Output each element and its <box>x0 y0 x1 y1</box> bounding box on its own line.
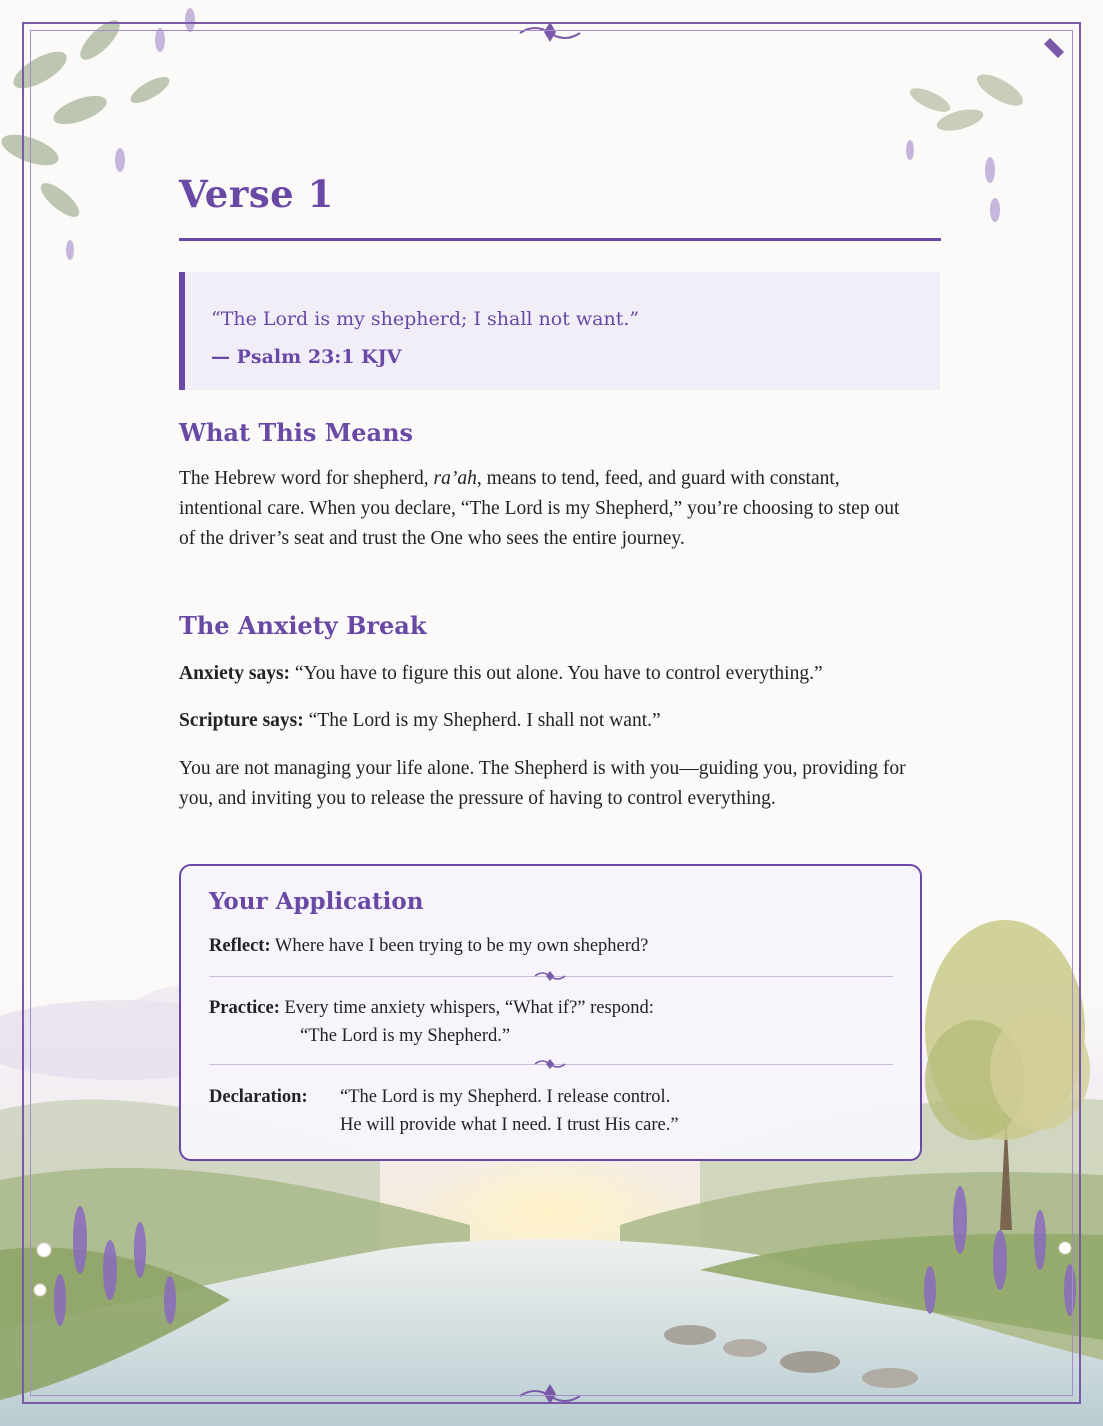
scripture-says-line <box>179 706 949 736</box>
practice-line-2: “The Lord is my Shepherd.” <box>300 1026 511 1046</box>
declaration-line-1: “The Lord is my Shepherd. I release control. <box>340 1087 671 1107</box>
practice-line-1: Every time anxiety whispers, “What if?” respond: <box>284 998 654 1018</box>
title-divider <box>179 238 941 241</box>
practice-label: Practice: <box>209 998 280 1018</box>
reflect-text: Where have I been trying to be my own shepherd? <box>274 936 649 956</box>
anxiety-says-line <box>179 659 949 689</box>
meaning-intro: The Hebrew word for shepherd, <box>179 468 434 489</box>
ornament-icon <box>533 970 567 982</box>
reflect-label: Reflect: <box>209 936 271 956</box>
declaration-label-text: Declaration: <box>209 1087 308 1107</box>
verse-title: Verse 1 <box>179 172 334 216</box>
scripture-label: Scripture says: <box>179 710 304 731</box>
declaration-label <box>209 1083 308 1111</box>
meaning-body: , means to tend, feed, and guard with constant, intentional care. When you declare, “The Lord is my Shepherd,” you’re choosing to step out of the driver’s seat and trust the One who sees the entire journey. <box>179 468 900 549</box>
meaning-paragraph <box>179 464 919 554</box>
anxiety-label: Anxiety says: <box>179 663 291 684</box>
application-heading: Your Application <box>209 888 424 915</box>
ornament-icon <box>533 1058 567 1070</box>
hebrew-word: ra’ah <box>433 468 477 489</box>
meaning-heading: What This Means <box>179 418 414 447</box>
reflect-row <box>209 932 648 960</box>
declaration-line-2: He will provide what I need. I trust His care.” <box>340 1115 679 1135</box>
practice-row <box>209 994 654 1022</box>
closing-paragraph: You are not managing your life alone. The Shepherd is with you—guiding you, providing for you, and inviting you to release the pressure of having to control everything. <box>179 758 906 809</box>
anxiety-text: “You have to figure this out alone. You have to control everything.” <box>290 663 823 684</box>
anxiety-break-heading: The Anxiety Break <box>179 611 427 640</box>
scripture-quote-box <box>179 272 940 390</box>
scripture-text: “The Lord is my Shepherd. I shall not want.” <box>303 710 661 731</box>
application-box <box>179 864 922 1161</box>
scripture-quote: “The Lord is my shepherd; I shall not want.” <box>211 308 640 330</box>
scripture-reference: — Psalm 23:1 KJV <box>211 346 402 368</box>
